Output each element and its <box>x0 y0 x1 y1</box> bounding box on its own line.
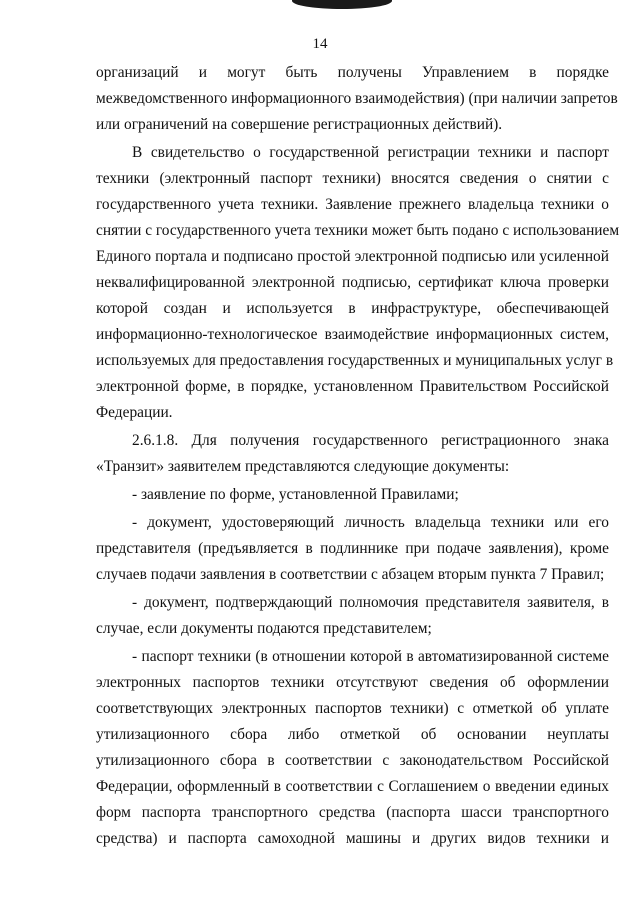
text-line: - документ, удостоверяющий личность владельца техники или его <box>132 514 609 531</box>
text-line: 2.6.1.8. Для получения государственного регистрационного знака <box>132 432 609 449</box>
text-line: межведомственного информационного взаимодействия) (при наличии запретов <box>96 90 618 107</box>
text-line: «Транзит» заявителем представляются следующие документы: <box>96 458 510 475</box>
text-line: электронных паспортов техники отсутствуют сведения об оформлении <box>96 674 609 691</box>
text-line: средства) и паспорта самоходной машины и других видов техники и <box>96 830 609 847</box>
text-line: используемых для предоставления государственных и муниципальных услуг в <box>96 352 614 369</box>
text-line: Единого портала и подписано простой электронной подписью или усиленной <box>96 248 609 265</box>
text-line: организаций и могут быть получены Управлением в порядке <box>96 64 609 81</box>
paragraph <box>96 644 609 852</box>
paragraph <box>96 140 620 426</box>
paragraph <box>96 590 609 642</box>
text-line: неквалифицированной электронной подписью, сертификат ключа проверки <box>96 274 609 291</box>
paragraph <box>96 428 609 480</box>
text-line: информационно-технологическое взаимодействие информационных систем, <box>96 326 609 343</box>
text-line: электронной форме, в порядке, установленном Правительством Российской <box>96 378 609 395</box>
text-line: утилизационного сбора в соответствии с законодательством Российской <box>96 752 609 769</box>
text-line: техники (электронный паспорт техники) вносятся сведения о снятии с <box>96 170 609 187</box>
scan-top-mark <box>292 0 392 9</box>
paragraph <box>96 60 618 138</box>
text-line: снятии с государственного учета техники может быть подано с использованием <box>96 222 620 239</box>
text-line: - документ, подтверждающий полномочия представителя заявителя, в <box>132 594 609 611</box>
text-line: Федерации, оформленный в соответствии с Соглашением о введении единых <box>96 778 609 795</box>
text-line: форм паспорта транспортного средства (паспорта шасси транспортного <box>96 804 609 821</box>
text-line: случаев подачи заявления в соответствии с абзацем вторым пункта 7 Правил; <box>96 566 605 583</box>
text-line: - заявление по форме, установленной Правилами; <box>132 486 459 503</box>
text-line: или ограничений на совершение регистрационных действий). <box>96 116 503 133</box>
text-line: В свидетельство о государственной регистрации техники и паспорт <box>132 144 609 161</box>
text-line: Федерации. <box>96 404 173 421</box>
text-line: утилизационного сбора либо отметкой об основании неуплаты <box>96 726 609 743</box>
page-number: 14 <box>312 36 328 52</box>
text-line: которой создан и используется в инфраструктуре, обеспечивающей <box>96 300 609 317</box>
text-line: государственного учета техники. Заявление прежнего владельца техники о <box>96 196 609 213</box>
paragraph <box>96 510 609 588</box>
text-line: представителя (предъявляется в подлиннике при подаче заявления), кроме <box>96 540 609 557</box>
text-line: случае, если документы подаются представителем; <box>96 620 432 637</box>
text-line: - паспорт техники (в отношении которой в автоматизированной системе <box>132 648 609 665</box>
document-body <box>96 60 620 854</box>
paragraph <box>96 482 609 508</box>
text-line: соответствующих электронных паспортов техники) с отметкой об уплате <box>96 700 609 717</box>
